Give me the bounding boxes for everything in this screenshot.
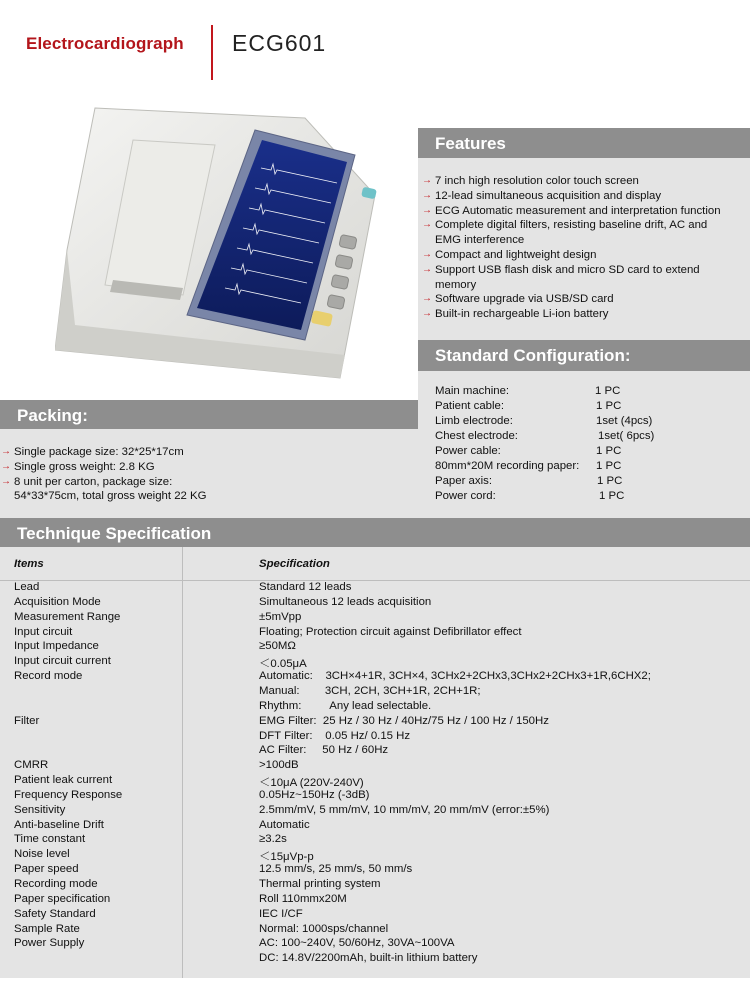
spec-value: Normal: 1000sps/channel [259, 922, 389, 935]
spec-value: Roll 110mmx20M [259, 892, 347, 905]
features-title: Features [435, 134, 506, 153]
configuration-title: Standard Configuration: [435, 346, 631, 365]
packing-list [0, 445, 206, 504]
config-item: Limb electrode: [435, 415, 513, 427]
technique-title: Technique Specification [17, 524, 212, 543]
spec-value: ≥50MΩ [259, 640, 296, 653]
spec-value: ±5mVpp [259, 610, 302, 623]
spec-item: CMRR [14, 759, 49, 772]
arrow-icon [422, 218, 432, 233]
spec-item: Recording mode [14, 878, 98, 890]
spec-value: 12.5 mm/s, 25 mm/s, 50 mm/s [259, 863, 413, 876]
config-qty: 1set( 6pcs) [598, 430, 655, 442]
spec-value: Floating; Protection circuit against Defibrillator effect [259, 625, 522, 638]
list-item: → Support USB flash disk and micro SD card to extend [420, 263, 750, 278]
configuration-header [418, 340, 750, 371]
arrow-icon [1, 445, 11, 460]
packing-title: Packing: [17, 406, 88, 425]
arrow-icon [1, 475, 11, 490]
spec-item: Frequency Response [14, 788, 123, 801]
config-qty: 1 PC [595, 385, 621, 397]
list-item: → Built-in rechargeable Li-ion battery [420, 307, 750, 322]
model-name: ECG601 [232, 30, 327, 56]
arrow-icon [422, 292, 432, 307]
config-item: Power cord: [435, 490, 496, 502]
spec-value: AC Filter: 50 Hz / 60Hz [259, 744, 389, 757]
list-item: → 7 inch high resolution color touch screen [420, 174, 750, 189]
configuration-panel [418, 371, 750, 518]
config-item: 80mm*20M recording paper: [435, 460, 580, 472]
spec-item: Input circuit current [14, 655, 111, 668]
spec-item: Input Impedance [14, 640, 99, 653]
spec-value: 2.5mm/mV, 5 mm/mV, 10 mm/mV, 20 mm/mV (error:±5%) [259, 803, 550, 816]
list-item-continued: 54*33*75cm, total gross weight 22 KG [14, 490, 207, 503]
list-item: → Single package size: 32*25*17cm [0, 445, 206, 460]
list-item: → 8 unit per carton, package size: [0, 475, 206, 490]
spec-item: Acquisition Mode [14, 595, 101, 608]
config-item: Chest electrode: [435, 430, 518, 442]
config-qty: 1 PC [599, 490, 625, 502]
spec-item: Record mode [14, 670, 83, 683]
ecg-machine-illustration [55, 100, 395, 385]
spec-item: Anti-baseline Drift [14, 818, 104, 831]
list-item: → Software upgrade via USB/SD card [420, 292, 750, 307]
spec-value: >100dB [259, 759, 299, 772]
brand-title: Electrocardiograph [26, 34, 184, 53]
spec-value: AC: 100~240V, 50/60Hz, 30VA~100VA [259, 937, 455, 950]
spec-value: DC: 14.8V/2200mAh, built-in lithium battery [259, 952, 478, 965]
config-item: Main machine: [435, 385, 510, 397]
spec-item: Paper speed [14, 863, 79, 876]
spec-value: ＜10μA (220V-240V) [259, 777, 364, 790]
config-qty: 1 PC [596, 460, 622, 472]
features-header [418, 128, 750, 158]
spec-item: Lead [14, 581, 40, 593]
spec-item: Paper specification [14, 892, 111, 905]
spec-item: Safety Standard [14, 907, 96, 920]
config-qty: 1set (4pcs) [596, 415, 653, 427]
spec-value: ＜15μVp-p [259, 851, 314, 864]
spec-value: Standard 12 leads [259, 581, 352, 593]
config-item: Paper axis: [435, 475, 492, 487]
column-divider [182, 547, 183, 978]
spec-value: EMG Filter: 25 Hz / 30 Hz / 40Hz/75 Hz / 100 Hz / 150Hz [259, 714, 549, 727]
arrow-icon [422, 263, 432, 278]
spec-item: Input circuit [14, 625, 73, 638]
config-qty: 1 PC [597, 475, 623, 487]
list-item: → 12-lead simultaneous acquisition and display [420, 189, 750, 204]
spec-item: Patient leak current [14, 774, 113, 787]
spec-item: Filter [14, 714, 40, 727]
spec-value: ≥3.2s [259, 833, 287, 846]
spec-value: 0.05Hz~150Hz (-3dB) [259, 788, 370, 801]
list-item: → Compact and lightweight design [420, 248, 750, 263]
arrow-icon [422, 174, 432, 189]
packing-header [0, 400, 418, 429]
packing-panel [0, 429, 418, 518]
technique-header [0, 518, 750, 547]
spec-value: Thermal printing system [259, 878, 381, 890]
arrow-icon [422, 307, 432, 322]
list-item: → Complete digital filters, resisting baseline drift, AC and [420, 218, 750, 233]
spec-value: Automatic [259, 818, 310, 831]
spec-value: Automatic: 3CH×4+1R, 3CH×4, 3CHx2+2CHx3,3CHx2+2CHx3+1R,6CHX2; [259, 670, 651, 683]
list-item: → Single gross weight: 2.8 KG [0, 460, 206, 475]
arrow-icon [422, 189, 432, 204]
spec-value: ＜0.05μA [259, 658, 307, 671]
arrow-icon [422, 204, 432, 219]
spec-item: Time constant [14, 833, 86, 846]
spec-value: Rhythm: Any lead selectable. [259, 699, 432, 712]
header-row-divider [0, 580, 750, 581]
spec-item: Sensitivity [14, 803, 66, 816]
spec-item: Power Supply [14, 937, 85, 950]
config-qty: 1 PC [596, 400, 622, 412]
list-item: → ECG Automatic measurement and interpretation function [420, 204, 750, 219]
spec-item: Sample Rate [14, 922, 80, 935]
features-list [420, 174, 750, 322]
header-divider [211, 25, 213, 80]
spec-value: DFT Filter: 0.05 Hz/ 0.15 Hz [259, 729, 411, 742]
list-item-continued: EMG interference [435, 234, 525, 247]
spec-value: Manual: 3CH, 2CH, 3CH+1R, 2CH+1R; [259, 684, 481, 697]
config-item: Patient cable: [435, 400, 505, 412]
spec-item: Measurement Range [14, 610, 121, 623]
spec-item: Noise level [14, 848, 70, 861]
column-header-items: Items [14, 558, 44, 570]
config-qty: 1 PC [596, 445, 622, 457]
spec-value: IEC I/CF [259, 907, 303, 920]
list-item-continued: memory [435, 278, 477, 291]
technique-table [0, 547, 750, 978]
spec-value: Simultaneous 12 leads acquisition [259, 595, 432, 608]
arrow-icon [422, 248, 432, 263]
column-header-spec: Specification [259, 558, 330, 570]
arrow-icon [1, 460, 11, 475]
features-panel [418, 158, 750, 341]
config-item: Power cable: [435, 445, 501, 457]
